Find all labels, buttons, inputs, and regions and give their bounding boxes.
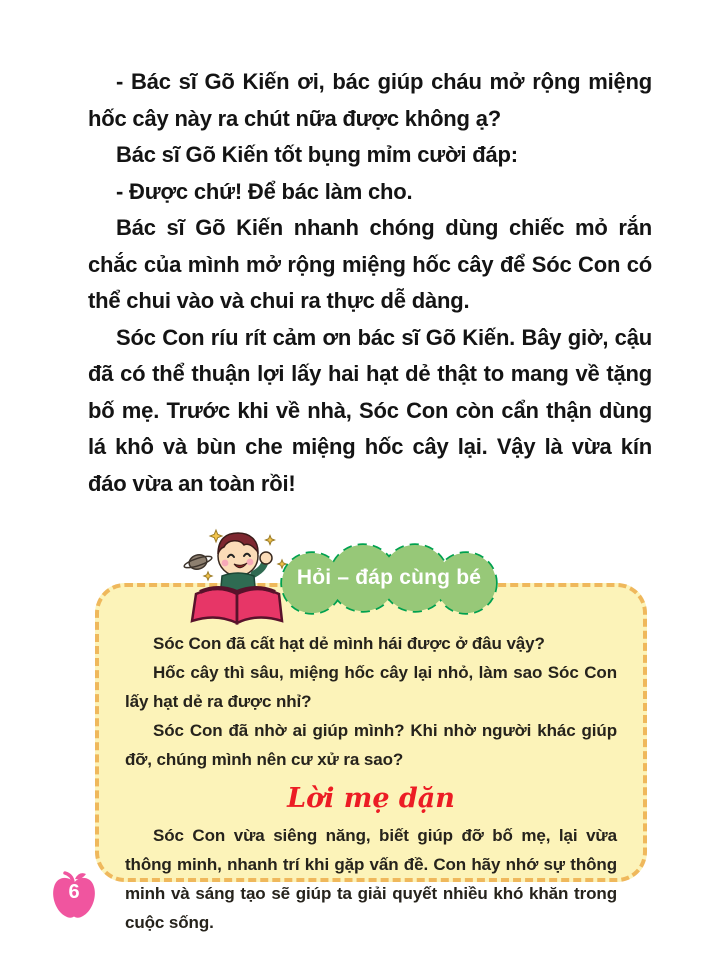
saturn-planet-icon	[182, 551, 214, 573]
qa-question: Hốc cây thì sâu, miệng hốc cây lại nhỏ, làm sao Sóc Con lấy hạt dẻ ra được nhỉ?	[125, 663, 617, 711]
qa-question: Sóc Con đã cất hạt dẻ mình hái được ở đâu vậy?	[153, 634, 545, 653]
story-paragraph: - Được chứ! Để bác làm cho.	[116, 178, 413, 204]
story-paragraph: Sóc Con ríu rít cảm ơn bác sĩ Gõ Kiến. Bây giờ, cậu đã có thể thuận lợi lấy hai hạt dẻ thật to mang về tặng bố mẹ. Trước khi về nhà, Sóc Con còn cẩn thận dùng lá khô và bùn che miệng hốc cây lại. Vậy là vừa kín đáo vừa an toàn rồi!	[88, 324, 652, 496]
story-paragraph: Bác sĩ Gõ Kiến tốt bụng mỉm cười đáp:	[116, 142, 518, 167]
sparkle-star-icon	[204, 572, 212, 580]
story-paragraph: Bác sĩ Gõ Kiến nhanh chóng dùng chiếc mỏ rắn chắc của mình mở rộng miệng hốc cây để Sóc Con có thể chui vào và chui ra thực dễ dàng.	[88, 215, 652, 313]
sparkle-star-icon	[210, 530, 222, 542]
advice-title: Lời mẹ dặn	[287, 783, 455, 814]
page-number: 6	[68, 881, 80, 903]
advice-text: Sóc Con vừa siêng năng, biết giúp đỡ bố mẹ, lại vừa thông minh, nhanh trí khi gặp vấn đề. Con hãy nhớ sự thông minh và sáng tạo sẽ giúp ta giải quyết nhiều khó khăn trong cuộc sống.	[125, 826, 617, 932]
qa-header-title: Hỏi – đáp cùng bé	[296, 565, 482, 589]
story-text-block	[88, 64, 652, 502]
story-paragraph: - Bác sĩ Gõ Kiến ơi, bác giúp cháu mở rộng miệng hốc cây này ra chút nữa được không ạ?	[88, 69, 652, 131]
qa-question: Sóc Con đã nhờ ai giúp mình? Khi nhờ người khác giúp đỡ, chúng mình nên cư xử ra sao?	[125, 721, 617, 769]
apple-page-number-icon	[47, 869, 101, 923]
qa-header-cloud	[274, 541, 504, 617]
